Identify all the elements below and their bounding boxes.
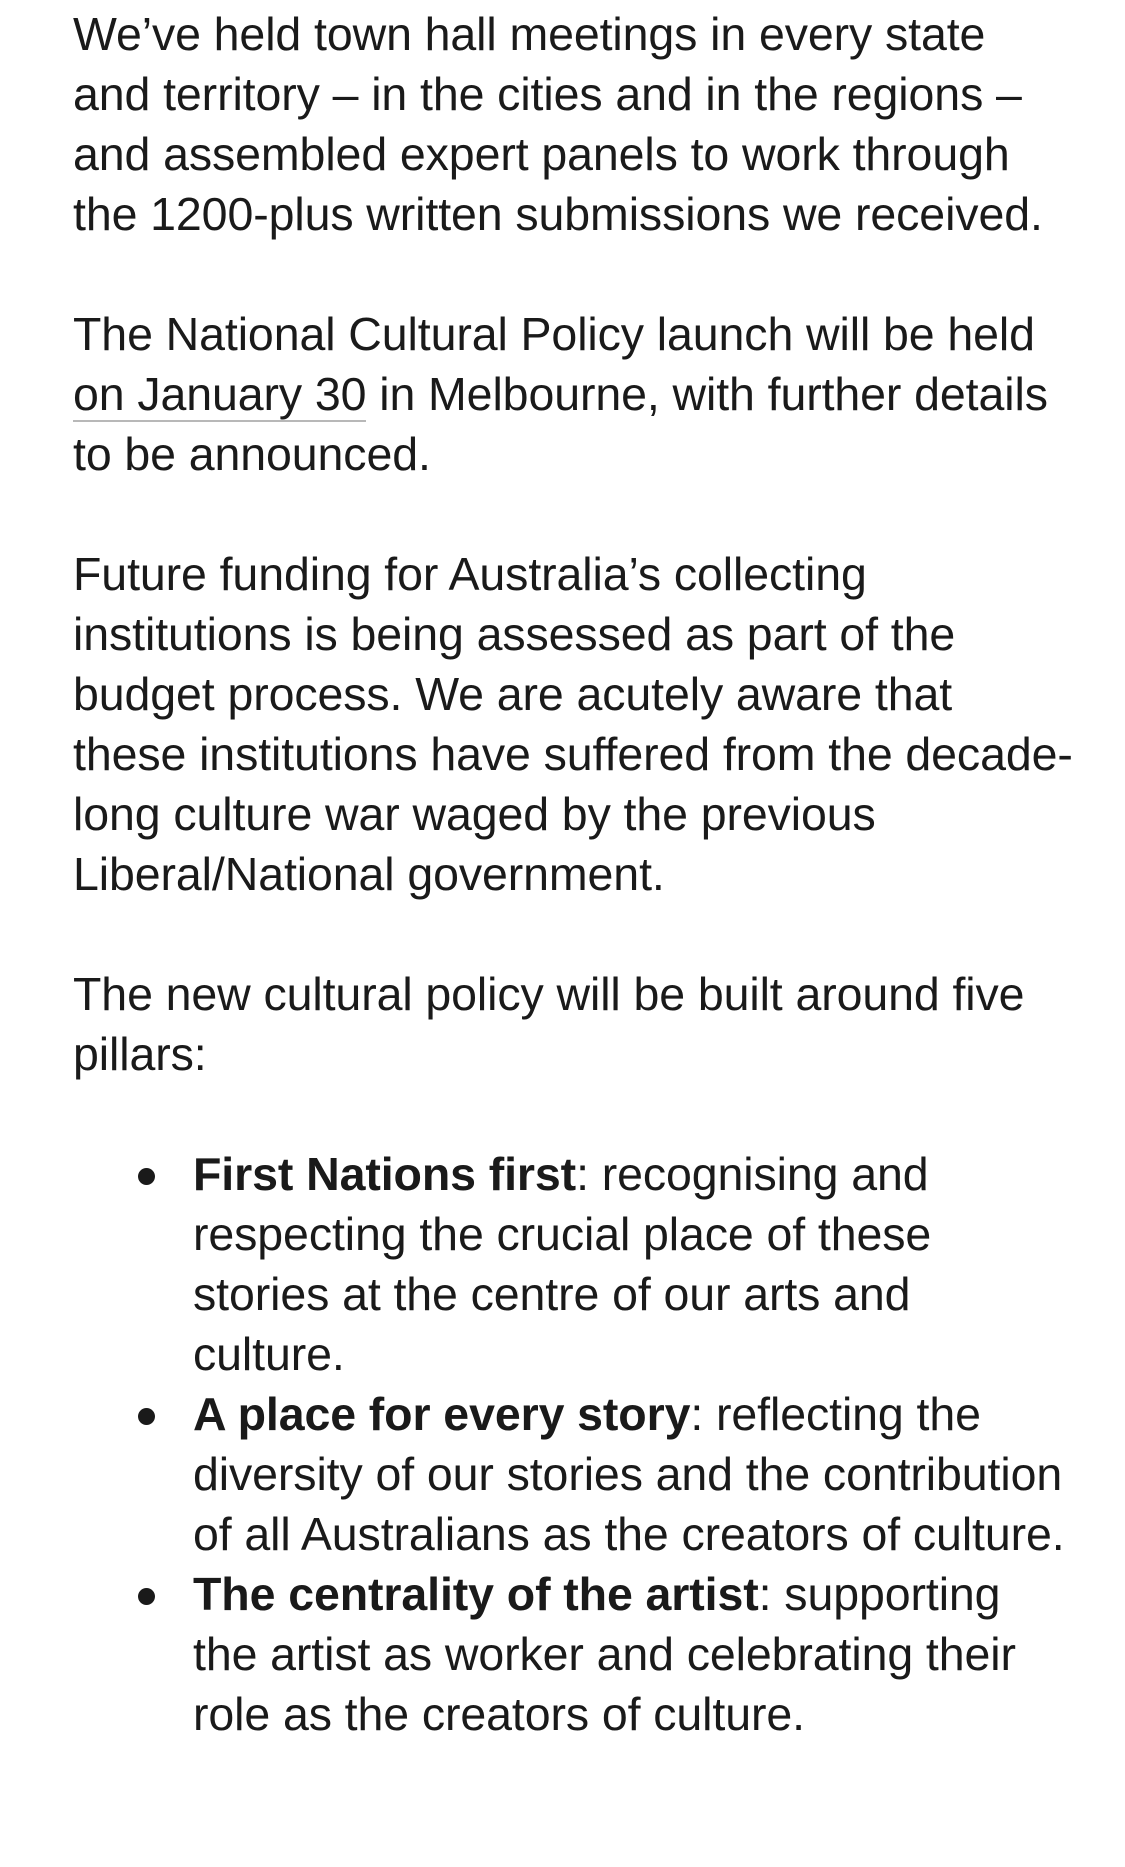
bullet-icon xyxy=(138,1168,155,1185)
pillar-description: : supporting the artist as worker and celebrating their role as the creators of culture. xyxy=(193,1568,1016,1740)
paragraph-launch xyxy=(73,304,1073,484)
article-body xyxy=(73,4,1073,1744)
list-item xyxy=(193,1564,1073,1744)
pillar-description: : reflecting the diversity of our stories and the contribution of all Australians as the creators of culture. xyxy=(193,1388,1065,1560)
paragraph-launch-text-after: in Melbourne, with further details to be announced. xyxy=(73,368,1048,480)
paragraph-town-halls: We’ve held town hall meetings in every state and territory – in the cities and in the regions – and assembled expert panels to work through the 1200-plus written submissions we received. xyxy=(73,8,1043,240)
list-item xyxy=(193,1384,1073,1564)
pillar-title: A place for every story xyxy=(193,1388,691,1440)
pillar-title: The centrality of the artist xyxy=(193,1568,759,1620)
paragraph-pillars-intro: The new cultural policy will be built around five pillars: xyxy=(73,968,1025,1080)
launch-date-link[interactable]: on January 30 xyxy=(73,368,367,420)
bullet-icon xyxy=(138,1408,155,1425)
paragraph-funding: Future funding for Australia’s collecting institutions is being assessed as part of the budget process. We are acutely aware that these institutions have suffered from the decade-long culture war waged by the previous Liberal/National government. xyxy=(73,548,1073,900)
list-item xyxy=(193,1144,1073,1384)
paragraph-launch-text-before: The National Cultural Policy launch will be held xyxy=(73,308,1035,360)
pillar-title: First Nations first xyxy=(193,1148,577,1200)
bullet-icon xyxy=(138,1588,155,1605)
pillars-list xyxy=(73,1144,1073,1744)
pillar-description: : recognising and respecting the crucial place of these stories at the centre of our arts and culture. xyxy=(193,1148,932,1380)
